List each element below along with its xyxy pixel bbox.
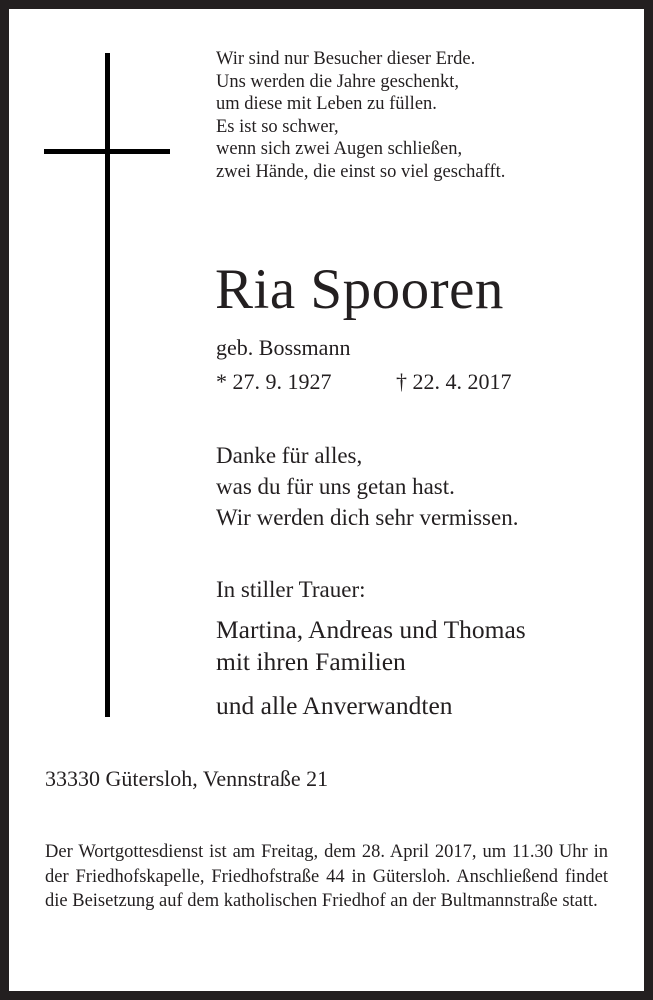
- poem-line: Wir sind nur Besucher dieser Erde.: [216, 49, 476, 69]
- poem-line: wenn sich zwei Augen schließen,: [216, 139, 463, 160]
- service-info: Der Wortgottesdienst ist am Freitag, dem 28. April 2017, um 11.30 Uhr in der Friedhofskapelle, Friedhofstraße 44 in Gütersloh. Anschließend findet die Beisetzung auf dem katholischen Friedhof an der Bultmannstraße statt.: [45, 842, 608, 911]
- cross-icon-bar: [44, 149, 170, 154]
- poem-line: zwei Hände, die einst so viel geschafft.: [216, 161, 506, 182]
- mourning-label: In stiller Trauer:: [216, 577, 366, 602]
- birth-name: geb. Bossmann: [216, 335, 351, 360]
- poem-line: um diese mit Leben zu füllen.: [216, 94, 437, 115]
- birth-date: * 27. 9. 1927: [216, 369, 332, 394]
- address: 33330 Gütersloh, Vennstraße 21: [45, 766, 329, 791]
- poem: [216, 48, 505, 184]
- family: [216, 614, 526, 678]
- family-line: Martina, Andreas und Thomas: [216, 615, 526, 644]
- life-dates: [216, 368, 616, 396]
- relatives: und alle Anverwandten: [216, 691, 453, 720]
- poem-line: Es ist so schwer,: [216, 116, 339, 137]
- thanks-line: Wir werden dich sehr vermissen.: [216, 505, 519, 530]
- deceased-name: Ria Spooren: [215, 258, 504, 321]
- family-line: mit ihren Familien: [216, 647, 406, 676]
- death-date: † 22. 4. 2017: [396, 369, 512, 394]
- thanks-line: was du für uns getan hast.: [216, 474, 455, 499]
- thanks-line: Danke für alles,: [216, 443, 363, 468]
- thanks: [216, 440, 518, 533]
- poem-line: Uns werden die Jahre geschenkt,: [216, 71, 459, 92]
